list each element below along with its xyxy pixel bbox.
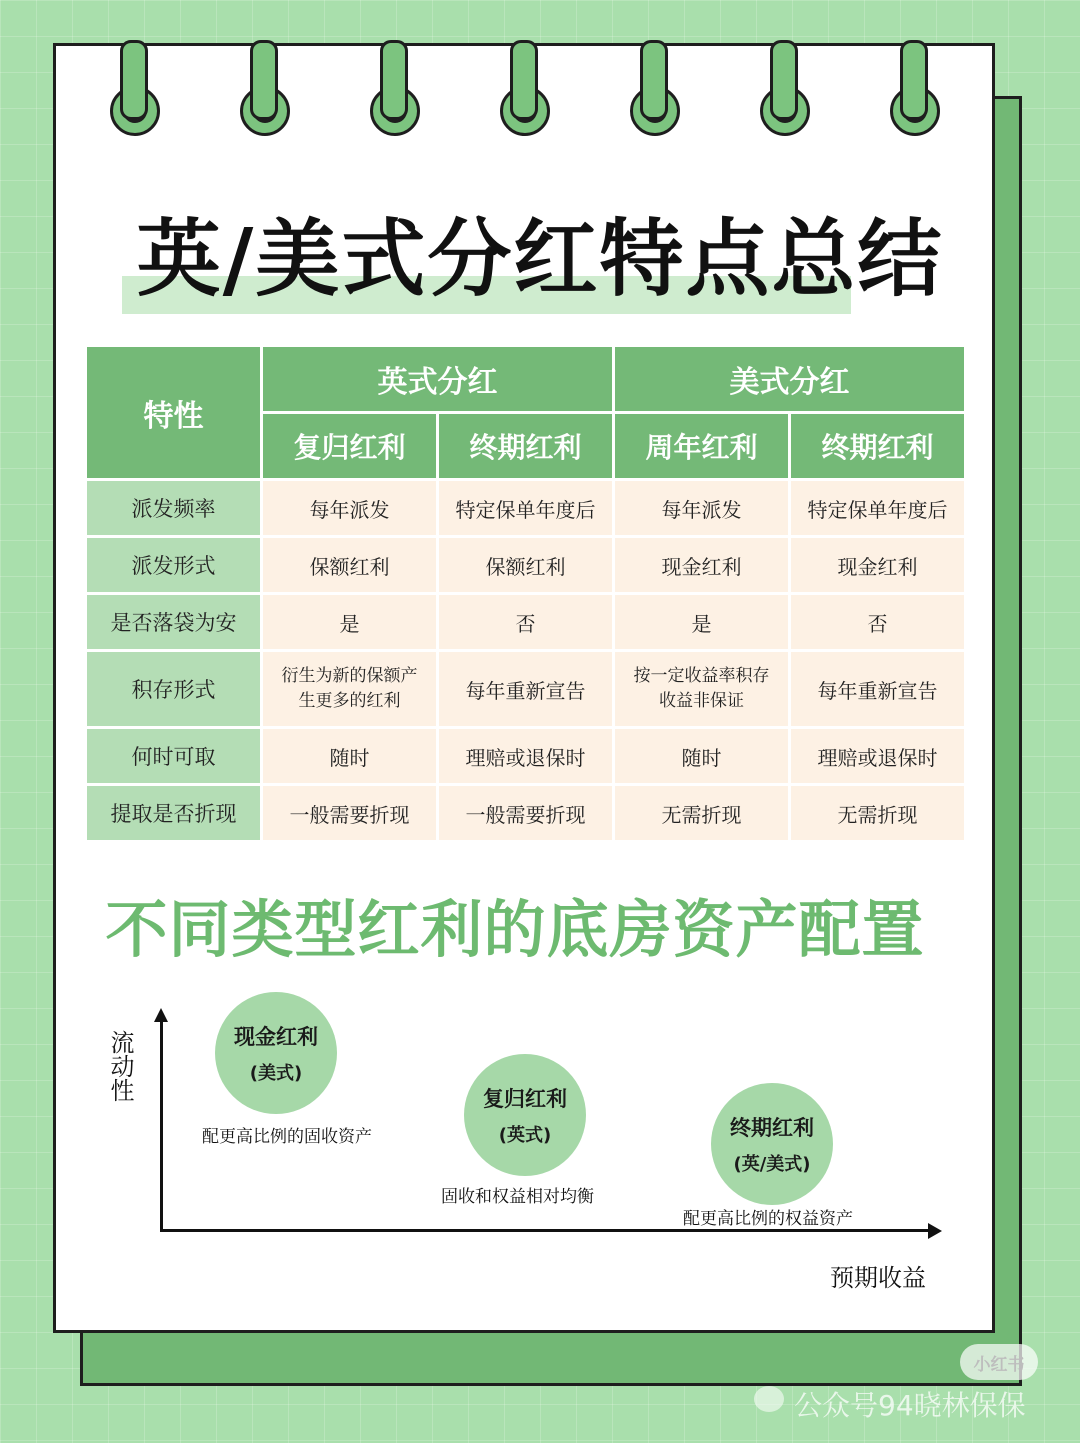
x-axis: [160, 1229, 932, 1232]
bubble-tag: (英式): [498, 1125, 552, 1146]
table-cell: 是: [615, 595, 788, 649]
bubble-terminal-bonus: [711, 1083, 833, 1205]
table-cell: 现金红利: [791, 538, 964, 592]
group-header-british: 英式分红: [263, 347, 612, 411]
account-watermark: 公众号94晓林保保: [794, 1389, 1026, 1422]
table-cell: 随时: [615, 729, 788, 783]
table-cell: 一般需要折现: [439, 786, 612, 840]
bubble-caption: 配更高比例的权益资产: [683, 1209, 853, 1229]
row-label: 派发频率: [87, 481, 260, 535]
binder-ring: [758, 40, 810, 136]
y-axis-label: 流动性: [106, 1030, 134, 1102]
binder-ring: [238, 40, 290, 136]
binder-ring: [498, 40, 550, 136]
table-cell: 理赔或退保时: [439, 729, 612, 783]
table-cell: 理赔或退保时: [791, 729, 964, 783]
subheader-terminal-american: 终期红利: [791, 414, 964, 478]
table-cell: 现金红利: [615, 538, 788, 592]
table-row: [87, 786, 964, 840]
table-cell: 每年派发: [615, 481, 788, 535]
subheader-annual: 周年红利: [615, 414, 788, 478]
table-cell: 无需折现: [791, 786, 964, 840]
subheader-reversionary: 复归红利: [263, 414, 436, 478]
table-cell: 随时: [263, 729, 436, 783]
table-cell: 是: [263, 595, 436, 649]
subheader-terminal-british: 终期红利: [439, 414, 612, 478]
table-cell: 保额红利: [263, 538, 436, 592]
row-label: 是否落袋为安: [87, 595, 260, 649]
y-axis-arrow-icon: [154, 1008, 168, 1022]
table-cell: 否: [791, 595, 964, 649]
bubble-reversionary-bonus: [464, 1054, 586, 1176]
table-cell: 一般需要折现: [263, 786, 436, 840]
binder-ring: [108, 40, 160, 136]
cell-line: 衍生为新的保额产: [281, 666, 418, 686]
table-cell: 特定保单年度后: [439, 481, 612, 535]
x-axis-arrow-icon: [928, 1223, 942, 1239]
x-axis-label: 预期收益: [830, 1264, 926, 1292]
bubble-tag: (英/美式): [733, 1154, 811, 1175]
table-cell: 特定保单年度后: [791, 481, 964, 535]
bubble-title: 终期红利: [730, 1116, 814, 1140]
table-row: [87, 652, 964, 726]
table-cell: 无需折现: [615, 786, 788, 840]
bubble-title: 现金红利: [234, 1025, 318, 1049]
group-header-american: 美式分红: [615, 347, 964, 411]
table-cell: 否: [439, 595, 612, 649]
table-cell: 每年派发: [263, 481, 436, 535]
bubble-title: 复归红利: [483, 1087, 567, 1111]
row-label: 何时可取: [87, 729, 260, 783]
cell-line: 生更多的红利: [298, 691, 401, 711]
cell-line: 收益非保证: [659, 691, 744, 711]
table-corner-header: 特性: [87, 347, 260, 478]
y-axis: [160, 1014, 163, 1232]
cell-line: 按一定收益率积存: [633, 666, 770, 686]
table-row: [87, 729, 964, 783]
table-cell: 每年重新宣告: [791, 652, 964, 726]
bubble-cash-bonus: [215, 992, 337, 1114]
bubble-caption: 固收和权益相对均衡: [441, 1187, 594, 1207]
page-title: 英/美式分红特点总结: [136, 210, 944, 308]
table-cell: [615, 652, 788, 726]
section-title: 不同类型红利的底房资产配置: [105, 893, 925, 966]
bubble-tag: (美式): [249, 1063, 303, 1084]
table-cell: [263, 652, 436, 726]
table-cell: 每年重新宣告: [439, 652, 612, 726]
binder-ring: [368, 40, 420, 136]
table-row: [87, 595, 964, 649]
comparison-table: [84, 344, 967, 843]
platform-watermark: 小红书: [960, 1344, 1038, 1380]
row-label: 派发形式: [87, 538, 260, 592]
binder-ring: [888, 40, 940, 136]
row-label: 提取是否折现: [87, 786, 260, 840]
table-row: [87, 481, 964, 535]
binder-ring: [628, 40, 680, 136]
bubble-caption: 配更高比例的固收资产: [202, 1127, 372, 1147]
table-row: [87, 538, 964, 592]
table-cell: 保额红利: [439, 538, 612, 592]
row-label: 积存形式: [87, 652, 260, 726]
